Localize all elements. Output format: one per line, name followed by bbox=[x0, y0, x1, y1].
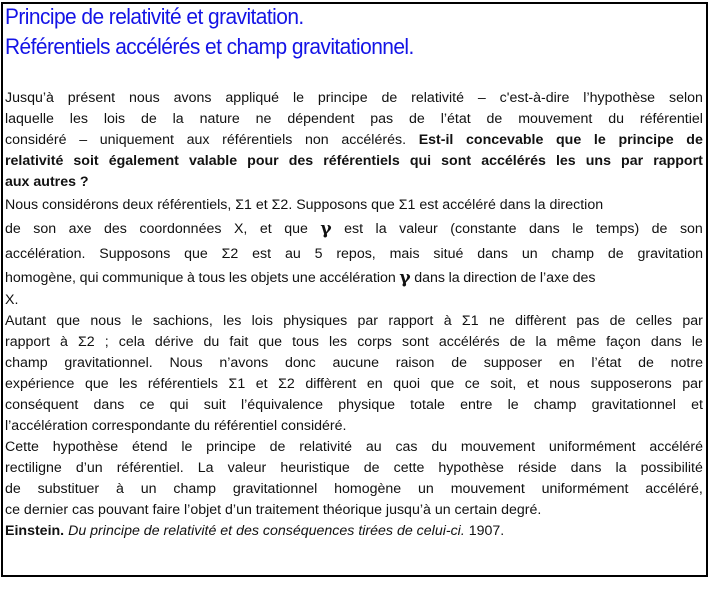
word: que bbox=[184, 245, 208, 262]
word: le bbox=[131, 313, 143, 329]
word: à bbox=[116, 481, 124, 497]
word: est bbox=[252, 245, 272, 262]
word: de bbox=[381, 90, 398, 106]
word: mais bbox=[389, 245, 420, 262]
word: les bbox=[119, 376, 138, 392]
word: sont bbox=[441, 153, 472, 169]
word: les bbox=[223, 313, 242, 329]
word: avons bbox=[173, 90, 212, 106]
word: accéléré bbox=[649, 439, 703, 455]
word: physique bbox=[338, 397, 395, 413]
word: l’hypothèse bbox=[583, 90, 656, 106]
word: lois bbox=[251, 313, 273, 329]
word: rapport bbox=[653, 153, 703, 169]
word: également bbox=[108, 153, 179, 169]
word: et bbox=[691, 397, 703, 413]
word: dans bbox=[570, 460, 602, 476]
word: temps) bbox=[595, 221, 640, 237]
word: considéré bbox=[5, 132, 67, 148]
word: au bbox=[365, 439, 382, 455]
word: sachions, bbox=[152, 313, 213, 329]
word: la bbox=[448, 269, 460, 286]
word: quoi bbox=[393, 376, 421, 392]
citation-author: Einstein. bbox=[5, 523, 65, 539]
word: lois bbox=[103, 111, 126, 127]
bold-text: aux autres ? bbox=[5, 174, 89, 190]
word: dépendent bbox=[287, 111, 355, 127]
word: qui bbox=[409, 153, 432, 169]
word: substituer bbox=[37, 481, 100, 497]
word: du bbox=[608, 111, 624, 127]
word: Supposons bbox=[99, 245, 171, 262]
word: tous bbox=[198, 269, 226, 286]
word: ce bbox=[139, 397, 155, 413]
word: accélérés bbox=[438, 334, 500, 350]
text-line bbox=[5, 437, 703, 458]
word: la bbox=[535, 334, 547, 350]
word: cas bbox=[395, 439, 418, 455]
word: – bbox=[477, 90, 486, 106]
word: la bbox=[375, 221, 387, 237]
text: ce dernier cas pouvant faire l’objet d’un traitement théorique jusqu’à un certain degré. bbox=[5, 502, 542, 518]
word: pas bbox=[576, 313, 600, 329]
word: par bbox=[682, 313, 703, 329]
word: cela bbox=[118, 334, 145, 350]
word: heuristique bbox=[280, 460, 350, 476]
word: non bbox=[305, 132, 329, 148]
title-line-2: Référentiels accélérés et champ gravitationnel. bbox=[5, 34, 414, 59]
word: laquelle bbox=[5, 111, 54, 127]
word: n’avons bbox=[219, 355, 269, 371]
word: (constante bbox=[450, 221, 517, 237]
word: dérive bbox=[154, 334, 194, 350]
word: principe bbox=[206, 439, 256, 455]
word: nous bbox=[129, 90, 160, 106]
word: 5 bbox=[314, 245, 323, 262]
text-line bbox=[5, 416, 703, 437]
bold-question-line bbox=[5, 151, 703, 172]
word: uniquement bbox=[99, 132, 174, 148]
gamma-symbol: γ bbox=[320, 219, 332, 239]
word: entre bbox=[460, 397, 493, 413]
word: rapport bbox=[388, 313, 434, 329]
word: de bbox=[486, 111, 503, 127]
word: un bbox=[140, 481, 157, 497]
word: l’état bbox=[591, 355, 622, 371]
word: l’axe bbox=[539, 269, 570, 286]
word: de bbox=[451, 355, 467, 371]
word: en bbox=[558, 355, 575, 371]
word: les bbox=[69, 111, 88, 127]
word: uniformément bbox=[548, 439, 636, 455]
text-line bbox=[5, 374, 703, 395]
word: des bbox=[572, 269, 596, 286]
word: mouvement bbox=[450, 481, 525, 497]
word: accélération. bbox=[5, 245, 86, 262]
word: de bbox=[363, 460, 380, 476]
text: X. bbox=[5, 292, 19, 308]
word: un bbox=[521, 245, 538, 262]
word: au bbox=[284, 245, 301, 262]
word: la bbox=[615, 460, 627, 476]
word: valeur bbox=[227, 460, 267, 476]
word: champ bbox=[533, 397, 577, 413]
word: gravitation bbox=[637, 245, 703, 262]
word: diffèrent bbox=[305, 376, 357, 392]
word: référentiels bbox=[147, 376, 219, 392]
text-line-with-bold bbox=[5, 130, 703, 151]
word: du bbox=[203, 334, 220, 350]
word: nous bbox=[549, 376, 580, 392]
title-line-1: Principe de relativité et gravitation. bbox=[5, 4, 304, 29]
word: celles bbox=[635, 313, 673, 329]
text-line bbox=[5, 290, 703, 311]
word: des bbox=[288, 153, 314, 169]
word: de bbox=[5, 481, 21, 497]
word: Σ2 bbox=[77, 334, 95, 350]
word: sont bbox=[401, 334, 429, 350]
word: repos, bbox=[336, 245, 376, 262]
word: valable bbox=[188, 153, 238, 169]
word: aux bbox=[186, 132, 210, 148]
word: façon bbox=[606, 334, 641, 350]
document-body bbox=[5, 88, 703, 542]
bold-question-end bbox=[5, 172, 703, 193]
word: accélérés. bbox=[341, 132, 407, 148]
word: relativité bbox=[299, 439, 353, 455]
word: relativité bbox=[5, 153, 64, 169]
gamma-symbol: γ bbox=[399, 267, 411, 288]
word: – bbox=[79, 132, 88, 148]
word: supposerons bbox=[590, 376, 672, 392]
word: mouvement bbox=[518, 111, 593, 127]
word: accélération bbox=[319, 269, 396, 286]
word: Σ1 bbox=[461, 313, 479, 329]
word: soit, bbox=[490, 376, 517, 392]
word: de bbox=[509, 334, 526, 350]
word: le bbox=[292, 90, 305, 106]
word: conséquent bbox=[5, 397, 79, 413]
word: est bbox=[344, 221, 364, 237]
word: valeur bbox=[399, 221, 438, 237]
word: de bbox=[686, 132, 703, 148]
word: par bbox=[621, 153, 644, 169]
text-line bbox=[5, 353, 703, 374]
word: la bbox=[172, 111, 184, 127]
word: donc bbox=[284, 355, 316, 371]
word: cette bbox=[393, 460, 425, 476]
word: que bbox=[430, 376, 455, 392]
word: ne bbox=[255, 111, 272, 127]
word: Est-il bbox=[418, 132, 454, 148]
word: objets bbox=[250, 269, 289, 286]
word: Jusqu’à bbox=[5, 90, 54, 106]
word: référentiel. bbox=[116, 460, 184, 476]
word: le bbox=[181, 439, 193, 455]
word: Nous bbox=[169, 355, 203, 371]
word: ne bbox=[488, 313, 505, 329]
word: de bbox=[520, 269, 537, 286]
word: son bbox=[33, 221, 57, 237]
word: c'est-à-dire bbox=[499, 90, 570, 106]
word: pas bbox=[370, 111, 394, 127]
word: homogène, bbox=[5, 269, 76, 286]
word: dans bbox=[414, 269, 446, 286]
word: de bbox=[638, 355, 654, 371]
text-line bbox=[5, 479, 703, 500]
text-line bbox=[5, 500, 703, 521]
word: communique bbox=[102, 269, 184, 286]
word: de bbox=[140, 111, 157, 127]
word: gravitationnel bbox=[232, 481, 318, 497]
word: physiques bbox=[283, 313, 348, 329]
text-line bbox=[5, 458, 703, 479]
word: référentiels bbox=[323, 153, 400, 169]
word: Σ1 bbox=[228, 376, 246, 392]
text-line-gamma bbox=[5, 218, 703, 242]
word: de bbox=[269, 439, 286, 455]
text: l’accélération correspondante du référentiel considéré. bbox=[5, 418, 347, 434]
word: soit bbox=[73, 153, 99, 169]
word: appliqué bbox=[225, 90, 280, 106]
word: présent bbox=[67, 90, 116, 106]
word: référentiel bbox=[639, 111, 703, 127]
word: nature bbox=[199, 111, 240, 127]
word: direction bbox=[463, 269, 517, 286]
word: notre bbox=[670, 355, 703, 371]
word: le bbox=[572, 221, 584, 237]
word: dans bbox=[93, 397, 125, 413]
word: champ bbox=[551, 245, 595, 262]
word: que bbox=[284, 221, 308, 237]
word: hypothèse bbox=[438, 460, 504, 476]
word: référentiels bbox=[222, 132, 293, 148]
word: uns bbox=[585, 153, 611, 169]
word: ; bbox=[104, 334, 109, 350]
word: le bbox=[507, 397, 519, 413]
word: le bbox=[593, 132, 606, 148]
word: de bbox=[5, 221, 21, 237]
word: de bbox=[607, 245, 624, 262]
word: d’un bbox=[75, 460, 103, 476]
word: pour bbox=[247, 153, 279, 169]
word: que bbox=[56, 313, 81, 329]
word: Σ2 bbox=[278, 376, 295, 392]
word: dans bbox=[477, 245, 508, 262]
word: tous bbox=[292, 334, 319, 350]
word: champ bbox=[5, 355, 48, 371]
text-line bbox=[5, 395, 703, 416]
word: l’équivalence bbox=[241, 397, 324, 413]
word: Cette bbox=[5, 439, 39, 455]
word: les bbox=[555, 153, 576, 169]
word: expérience bbox=[5, 376, 75, 392]
word: mouvement bbox=[460, 439, 536, 455]
citation-work: Du principe de relativité et des conséquences tirées de celui-ci. bbox=[68, 523, 465, 539]
word: nous bbox=[90, 313, 122, 329]
word: rectiligne bbox=[5, 460, 62, 476]
word: principe bbox=[618, 132, 674, 148]
word: uniformément bbox=[541, 481, 629, 497]
word: étend bbox=[132, 439, 168, 455]
word: par bbox=[682, 376, 703, 392]
word: Autant bbox=[5, 313, 47, 329]
word: corps bbox=[357, 334, 392, 350]
word: X, bbox=[233, 221, 248, 237]
word: de bbox=[409, 111, 425, 127]
word: coordonnées bbox=[139, 221, 222, 237]
word: gravitationnel. bbox=[64, 355, 153, 371]
word: du bbox=[431, 439, 448, 455]
text-line bbox=[5, 311, 703, 332]
word: de bbox=[609, 313, 626, 329]
word: des bbox=[104, 221, 127, 237]
word: réside bbox=[517, 460, 557, 476]
word: concevable bbox=[466, 132, 544, 148]
word: que bbox=[556, 132, 582, 148]
word: même bbox=[556, 334, 597, 350]
word: le bbox=[691, 334, 703, 350]
word: relativité bbox=[411, 90, 464, 106]
word: principe bbox=[317, 90, 368, 106]
word: La bbox=[197, 460, 214, 476]
word: fait bbox=[229, 334, 249, 350]
word: un bbox=[418, 481, 434, 497]
word: totale bbox=[410, 397, 445, 413]
text-line bbox=[5, 109, 703, 130]
word: et bbox=[255, 376, 268, 392]
citation-year: 1907. bbox=[468, 523, 505, 539]
word: accélérés bbox=[481, 153, 546, 169]
word: son bbox=[679, 221, 703, 237]
word: que bbox=[84, 376, 109, 392]
text-line bbox=[5, 242, 703, 267]
text-line bbox=[5, 332, 703, 353]
word: situé bbox=[433, 245, 464, 262]
word: et bbox=[259, 221, 272, 237]
word: selon bbox=[668, 90, 703, 106]
word: suit bbox=[203, 397, 226, 413]
word: possibilité bbox=[640, 460, 703, 476]
word: à bbox=[60, 334, 68, 350]
text-line bbox=[5, 193, 703, 218]
word: hypothèse bbox=[52, 439, 119, 455]
word: et bbox=[526, 376, 539, 392]
word: en bbox=[366, 376, 383, 392]
word: Σ2 bbox=[221, 245, 239, 262]
word: à bbox=[443, 313, 452, 329]
word: aucune bbox=[332, 355, 380, 371]
word: une bbox=[292, 269, 316, 286]
word: l’état bbox=[440, 111, 471, 127]
word: les bbox=[329, 334, 348, 350]
word: rapport bbox=[5, 334, 50, 350]
word: dans bbox=[529, 221, 560, 237]
word: qui bbox=[79, 269, 99, 286]
word: champ bbox=[173, 481, 216, 497]
text-line bbox=[5, 88, 703, 109]
word: qui bbox=[169, 397, 189, 413]
citation bbox=[5, 521, 703, 542]
word: gravitationnel bbox=[591, 397, 676, 413]
text: Nous considérons deux référentiels, Σ1 et Σ2. Supposons que Σ1 est accéléré dans la direction bbox=[5, 197, 604, 213]
word: à bbox=[186, 269, 195, 286]
word: de bbox=[651, 221, 668, 237]
word: que bbox=[258, 334, 283, 350]
word: ce bbox=[464, 376, 480, 392]
text-line-gamma bbox=[5, 267, 703, 291]
word: homogène bbox=[334, 481, 402, 497]
word: raison bbox=[395, 355, 435, 371]
word: les bbox=[228, 269, 247, 286]
word: par bbox=[357, 313, 379, 329]
word: dans bbox=[650, 334, 682, 350]
word: accéléré, bbox=[645, 481, 703, 497]
word: diffèrent bbox=[515, 313, 567, 329]
word: supposer bbox=[483, 355, 543, 371]
word: axe bbox=[68, 221, 92, 237]
